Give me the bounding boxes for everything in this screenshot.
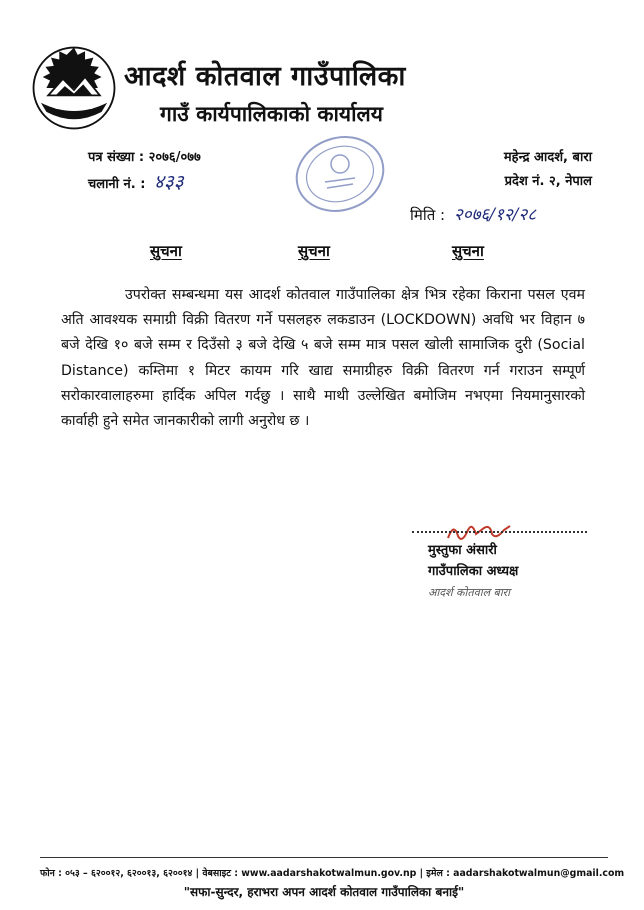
- signatory-stamp: आदर्श कोतवाल बारा: [428, 586, 511, 599]
- signatory-name: मुस्तुफा अंसारी: [428, 543, 497, 558]
- footer-slogan: "सफा-सुन्दर, हराभरा अपन आदर्श कोतवाल गाउँपालिका बनाई": [183, 885, 465, 899]
- signatory-position: गाउँपालिका अध्यक्ष: [428, 564, 519, 579]
- letter-number-label: पत्र संख्या :: [88, 150, 145, 165]
- office-subtitle: गाउँ कार्यपालिकाको कार्यालय: [160, 102, 383, 126]
- address-block: [504, 146, 592, 194]
- nepal-emblem-icon: [28, 42, 120, 134]
- footer-contact: फोन : ०५३ – ६२००१२, ६२००१३, ६२००१४ | वेबसाइट : www.aadarshakotwalmun.gov.np | इमेल : aadarshakotwalmun@gmail.com: [40, 868, 625, 879]
- address-line-1: महेन्द्र आदर्श, बारा: [503, 150, 592, 165]
- letter-date: [410, 202, 536, 225]
- signature-line: [412, 531, 587, 533]
- notice-body: उपरोक्त सम्बन्धमा यस आदर्श कोतवाल गाउँपालिका क्षेत्र भित्र रहेका किराना पसल एवम अति आवश्यक समाग्री विक्री वितरण गर्ने पसलहरु लकडाउन (LOCKDOWN) अवधि भर विहान ७ बजे देखि १० बजे सम्म र दिउँसो ३ बजे देखि ५ बजे सम्म मात्र पसल खोली सामाजिक दुरी (Social Distance) कम्तिमा १ मिटर कायम गरि खाद्य समाग्रीहरु विक्री वितरण गर्न गराउन सम्पूर्ण सरोकारवालाहरुमा हार्दिक अपिल गर्दछु । साथै माथी उल्लेखित बमोजिम नभएमा नियमानुसारको कार्वाही हुने समेत जानकारीको लागी अनुरोध छ ।: [61, 287, 585, 430]
- footer-divider: [40, 857, 608, 858]
- office-title: आदर्श कोतवाल गाउँपालिका: [124, 61, 406, 92]
- signatory-block: [428, 540, 518, 603]
- letter-meta: [88, 146, 201, 197]
- notice-heading-1: सुचना: [150, 242, 182, 260]
- date-label: मिति :: [410, 206, 446, 224]
- notice-heading-2: सुचना: [298, 242, 330, 260]
- letter-number-value: २०७६/०७७: [148, 150, 201, 165]
- dispatch-number-label: चलानी नं. :: [88, 177, 146, 192]
- office-seal-icon: [285, 128, 395, 220]
- date-value: २०७६/१२/२८: [453, 205, 537, 225]
- notice-heading-3: सुचना: [452, 242, 484, 260]
- address-line-2: प्रदेश नं. २, नेपाल: [504, 174, 592, 189]
- dispatch-number-value: ४३३: [153, 171, 184, 193]
